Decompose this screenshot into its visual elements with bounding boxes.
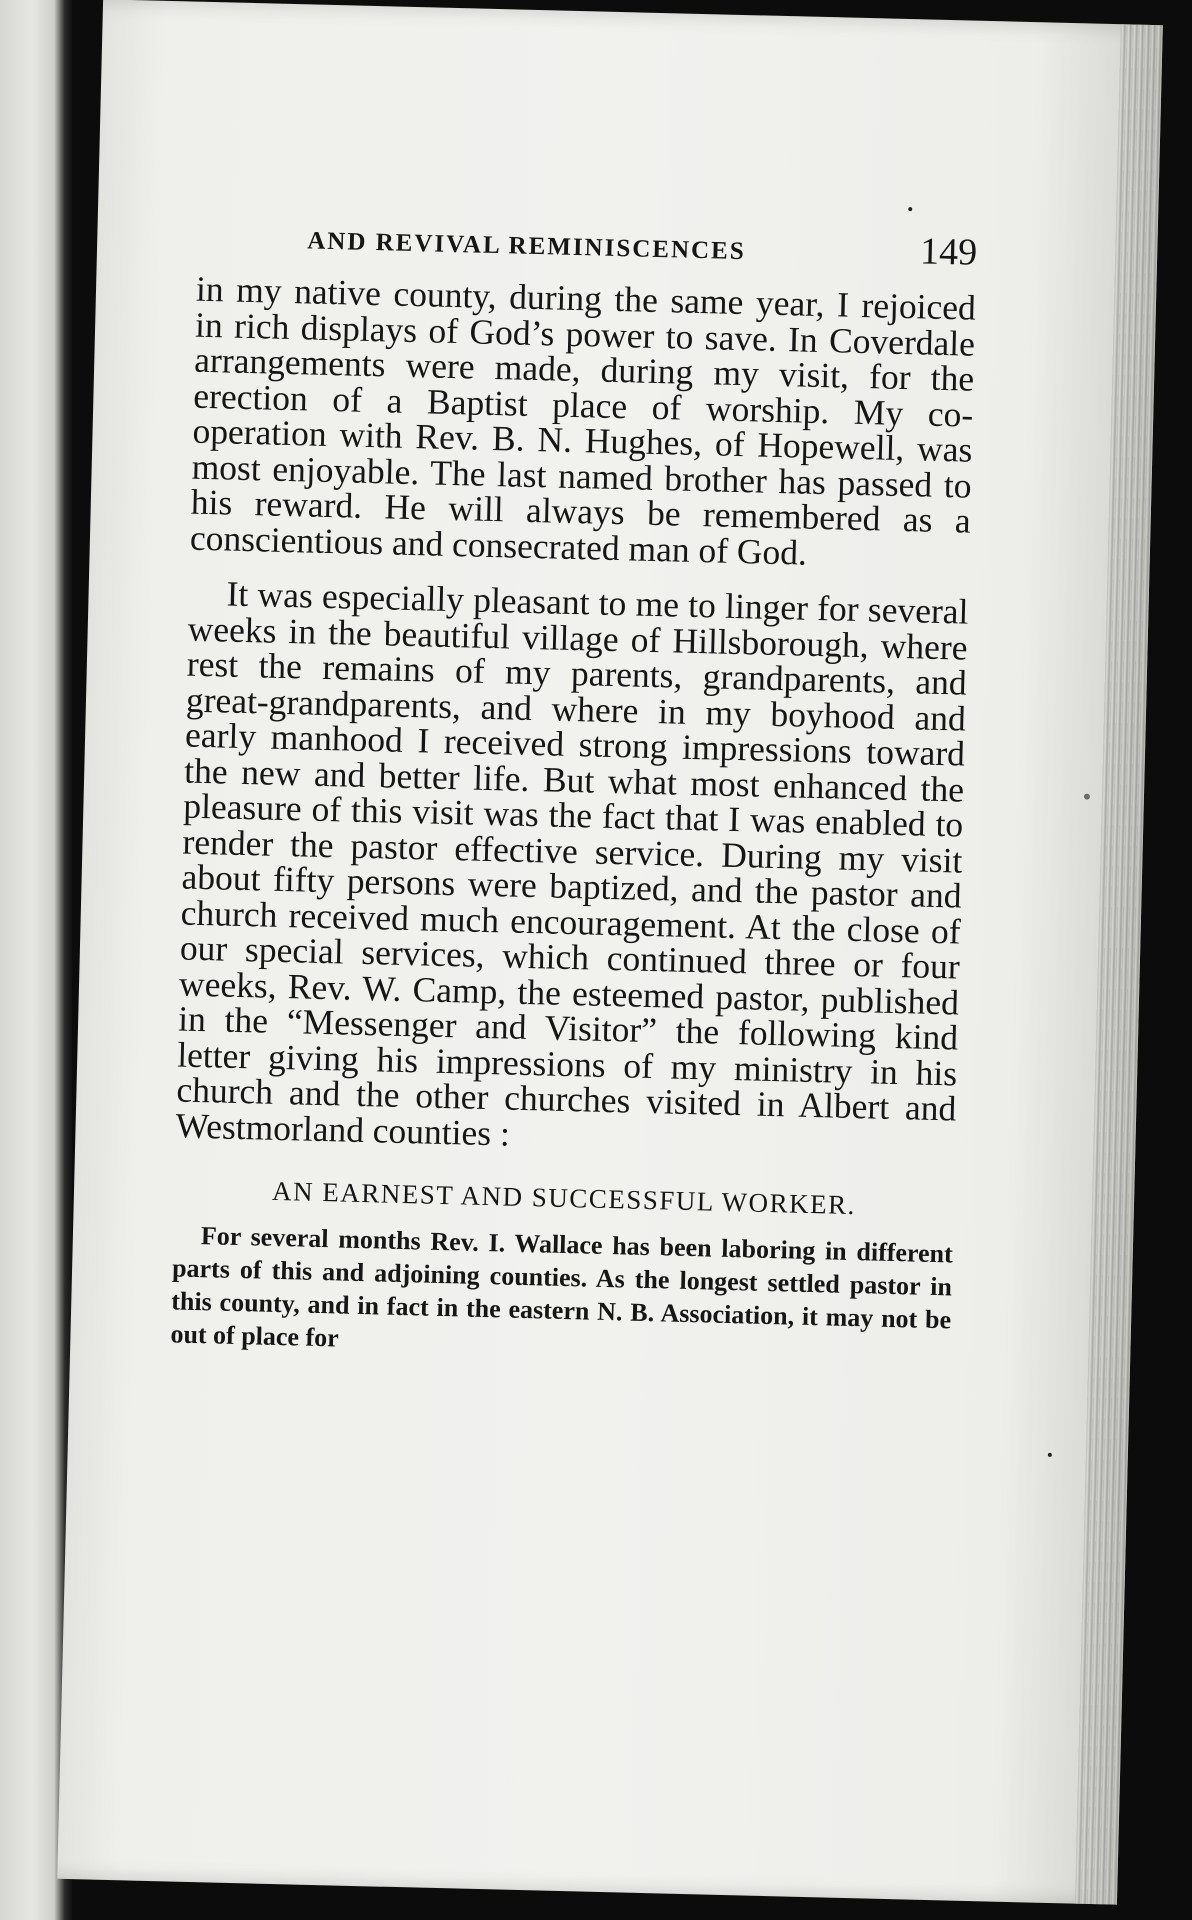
scan-speck — [1084, 794, 1090, 800]
quoted-letter: For several months Rev. I. Wallace has been laboring in different parts of this and adjoining counties. As the longest settled pastor in this county, and in fact in the eastern N. B. Association, it may not be out of place for — [170, 1221, 954, 1353]
paragraph-2: It was especially pleasant to me to linger for several weeks in the beautiful village of Hillsborough, where rest the remains of my parents, grandparents, and great-grandparents, and where in my boyhood and early manhood I received strong impressions toward the new and better life. But what most enhanced the pleasure of this visit was the fact that I was enabled to render the pastor effective service. During my visit about fifty persons were baptized, and the pastor and church received much encouragement. At the close of our special services, which continued three or four weeks, Rev. W. Camp, the esteemed pastor, published in the “Messenger and Visitor” the following kind letter giving his impressions of my ministry in his church and the other churches visited in Albert and Westmorland counties : — [175, 573, 969, 1154]
scan-speck — [908, 207, 912, 211]
section-heading: AN EARNEST AND SUCCESSFUL WORKER. — [271, 1175, 857, 1221]
paragraph-1: in my native county, during the same year, I rejoiced in rich displays of God’s power to save. In Coverdale arrangements were made, during my visit, for the erection of a Baptist place of worship. My co-operation with Rev. B. N. Hughes, of Hopewell, was most enjoyable. The last named brother has passed to his reward. He will always be remembered as a conscientious and consecrated man of God. — [189, 268, 977, 573]
page-fore-edge — [1075, 24, 1163, 1904]
page-content — [170, 212, 978, 1370]
left-page-edge — [0, 0, 72, 1920]
scan-speck — [1048, 1453, 1052, 1457]
running-head — [307, 214, 978, 274]
running-title: AND REVIVAL REMINISCENCES — [306, 227, 746, 266]
page-number: 149 — [919, 230, 978, 274]
book-page — [57, 0, 1163, 1905]
